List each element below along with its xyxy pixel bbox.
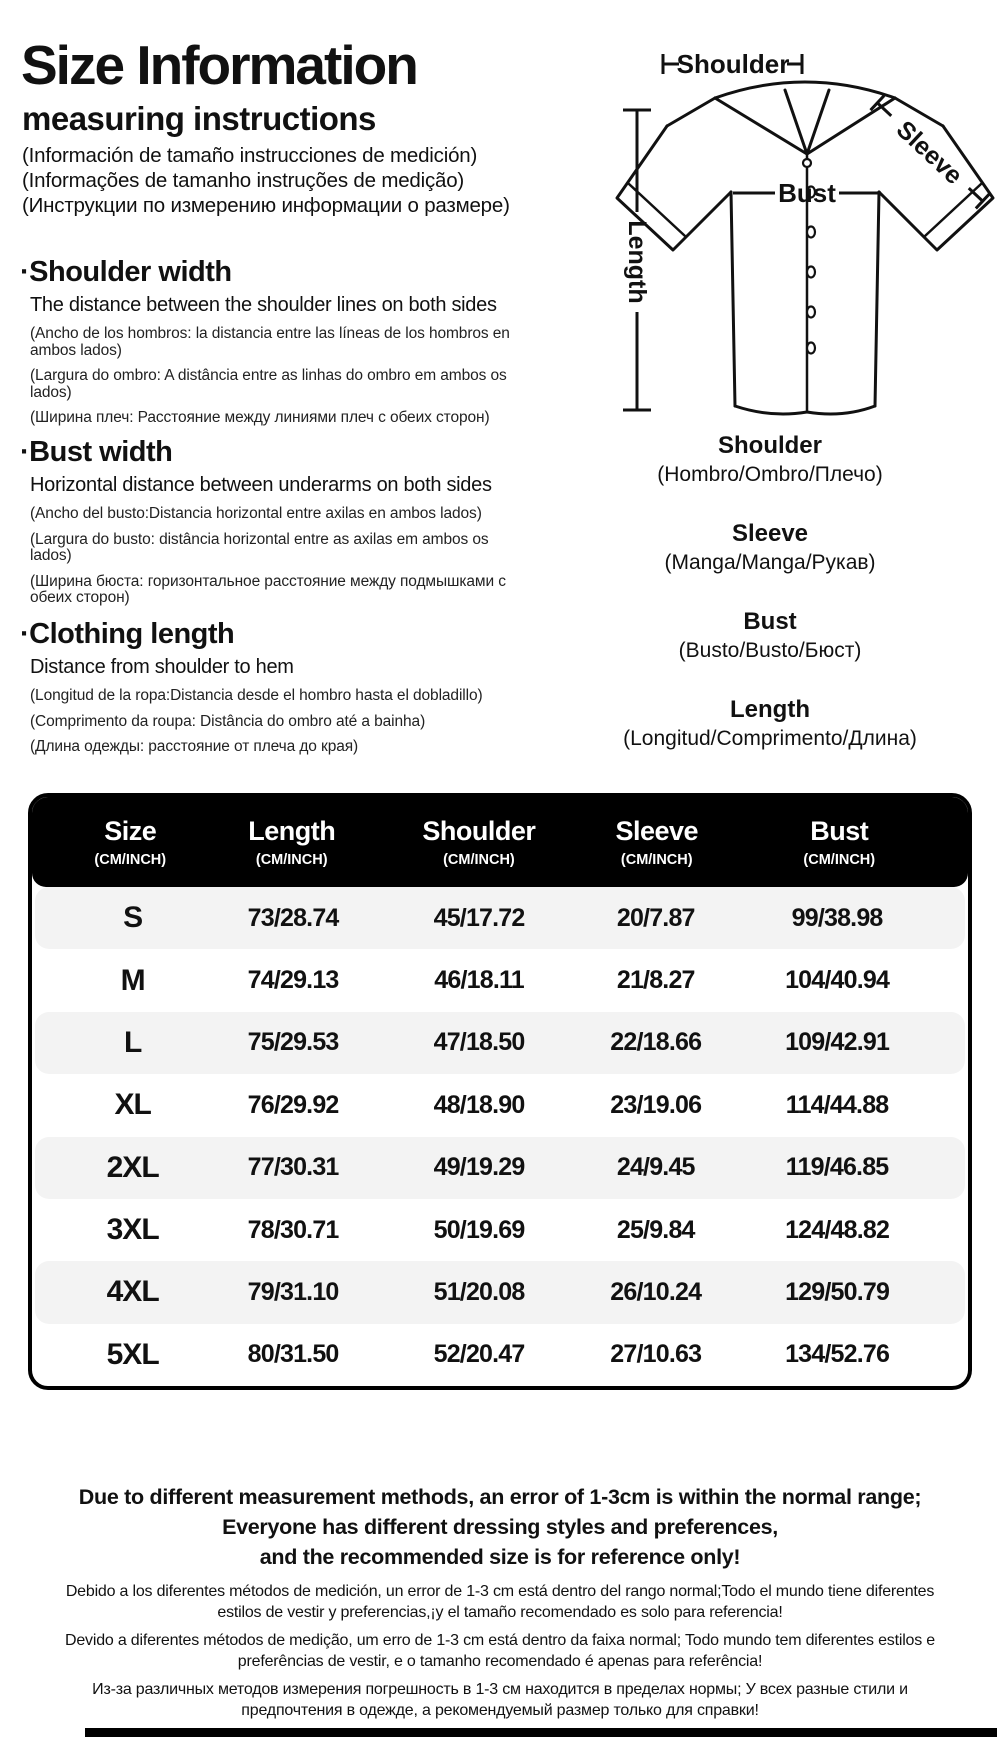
disclaimer-line: Everyone has different dressing styles and preferences, <box>222 1515 778 1539</box>
bust-label: Bust <box>778 178 836 208</box>
section-translation-pt: (Largura do ombro: A distância entre as linhas do ombro em ambos os lados) <box>30 367 507 401</box>
section-translation-ru: (Ширина бюста: горизонтальное расстояние между подмышками с обеих сторон) <box>30 572 506 606</box>
subtitle-translation-ru: (Инструкции по измерению информации о размере) <box>22 194 510 217</box>
size-table-body <box>32 887 968 1386</box>
section-bust-width <box>20 436 545 607</box>
disclaimer-portuguese: Devido a diferentes métodos de medição, um erro de 1-3 cm está dentro da faixa normal; Todo mundo tem diferentes estilos e preferências de vestir, e o tamanho recomendado é apenas para referência! <box>64 1632 935 1670</box>
section-translation-pt: (Largura do busto: distância horizontal entre as axilas em ambos os lados) <box>30 530 489 564</box>
bust-measure <box>733 178 881 208</box>
shirt-outline-icon <box>617 82 993 414</box>
table-row-m: M 74/29.13 46/18.11 21/8.27 104/40.94 <box>120 963 890 997</box>
column-header-length: Length (CM/INCH) <box>248 816 336 868</box>
legend-name: Shoulder <box>717 432 822 459</box>
sleeve-measure <box>867 93 991 212</box>
legend-translation: (Manga/Manga/Рукав) <box>664 551 876 574</box>
column-header-size: Size (CM/INCH) <box>94 816 167 868</box>
shoulder-label: Shoulder <box>676 49 790 79</box>
section-translation-ru: (Длина одежды: расстояние от плеча до края) <box>30 738 359 755</box>
column-header-sleeve: Sleeve (CM/INCH) <box>615 816 699 868</box>
table-row-4xl: 4XL 79/31.10 51/20.08 26/10.24 129/50.79 <box>35 1261 965 1323</box>
legend-name: Sleeve <box>731 520 809 547</box>
table-row-s: S 73/28.74 45/17.72 20/7.87 99/38.98 <box>35 887 965 949</box>
table-row-2xl: 2XL 77/30.31 49/19.29 24/9.45 119/46.85 <box>35 1137 965 1199</box>
legend-translation: (Hombro/Ombro/Плечо) <box>657 463 883 486</box>
subtitle-translation-pt: (Informações de tamanho instruções de medição) <box>22 169 465 192</box>
table-row-xl: XL 76/29.92 48/18.90 23/19.06 114/44.88 <box>114 1088 889 1122</box>
section-translation-ru: (Ширина плеч: Расстояние между линиями плеч с обеих сторон) <box>30 409 490 426</box>
section-translation-pt: (Comprimento da roupa: Distância do ombro até a bainha) <box>30 712 426 730</box>
section-heading: ·Shoulder width <box>20 256 232 288</box>
legend-sleeve <box>545 520 995 575</box>
subtitle-translation-es: (Información de tamaño instrucciones de medición) <box>22 144 478 167</box>
page-title: Size Information <box>21 34 417 96</box>
disclaimer-russian: Из-за различных методов измерения погрешность в 1-3 см находится в пределах нормы; У всех разные стили и предпочтения в одежде, а рекомендуемый размер только для справки! <box>92 1681 908 1719</box>
disclaimer-line: Due to different measurement methods, an error of 1-3cm is within the normal range; <box>78 1485 922 1509</box>
column-header-bust: Bust (CM/INCH) <box>803 816 876 868</box>
section-translation-es: (Ancho del busto:Distancia horizontal entre axilas en ambos lados) <box>30 505 482 522</box>
legend-name: Length <box>730 696 810 723</box>
legend-shoulder <box>545 432 995 487</box>
section-translation-es: (Ancho de los hombros: la distancia entre las líneas de los hombros en ambos lados) <box>30 325 510 359</box>
legend-name: Bust <box>743 608 797 635</box>
table-row-l: L 75/29.53 47/18.50 22/18.66 109/42.91 <box>35 1012 965 1074</box>
column-header-shoulder: Shoulder (CM/INCH) <box>422 816 536 868</box>
legend-translation: (Busto/Busto/Бюст) <box>678 639 862 662</box>
page-subtitle: measuring instructions <box>22 100 376 137</box>
size-table-header <box>32 797 968 887</box>
legend-length <box>545 696 995 751</box>
section-shoulder-width <box>20 256 545 427</box>
size-table <box>28 793 972 1390</box>
length-label: Length <box>623 220 651 304</box>
legend-translation: (Longitud/Comprimento/Длина) <box>623 727 917 750</box>
diagram-legend <box>545 432 995 784</box>
page-subtitle-translations <box>22 143 552 218</box>
disclaimer-english <box>50 1482 950 1572</box>
section-clothing-length <box>20 618 545 756</box>
section-heading: ·Clothing length <box>20 618 235 650</box>
section-description: The distance between the shoulder lines on both sides <box>30 294 497 316</box>
legend-bust <box>545 608 995 663</box>
table-row-5xl: 5XL 80/31.50 52/20.47 27/10.63 134/52.76 <box>106 1337 890 1371</box>
bottom-divider-bar <box>85 1728 997 1737</box>
sleeve-label: Sleeve <box>890 115 968 190</box>
shirt-measurement-diagram <box>545 26 1000 426</box>
section-description: Horizontal distance between underarms on both sides <box>30 474 492 496</box>
table-row-3xl: 3XL 78/30.71 50/19.69 25/9.84 124/48.82 <box>106 1213 890 1247</box>
shoulder-measure <box>663 49 802 79</box>
section-description: Distance from shoulder to hem <box>30 656 294 678</box>
section-heading: ·Bust width <box>20 436 173 468</box>
disclaimer-line: and the recommended size is for reference only! <box>259 1545 741 1569</box>
section-translation-es: (Longitud de la ropa:Distancia desde el hombro hasta el dobladillo) <box>30 687 483 704</box>
disclaimer-spanish: Debido a los diferentes métodos de medición, un error de 1-3 cm está dentro del rango normal;Todo el mundo tiene diferentes estilos de vestir y preferencias,¡y el tamaño recomendado es solo para referencia! <box>65 1583 935 1621</box>
